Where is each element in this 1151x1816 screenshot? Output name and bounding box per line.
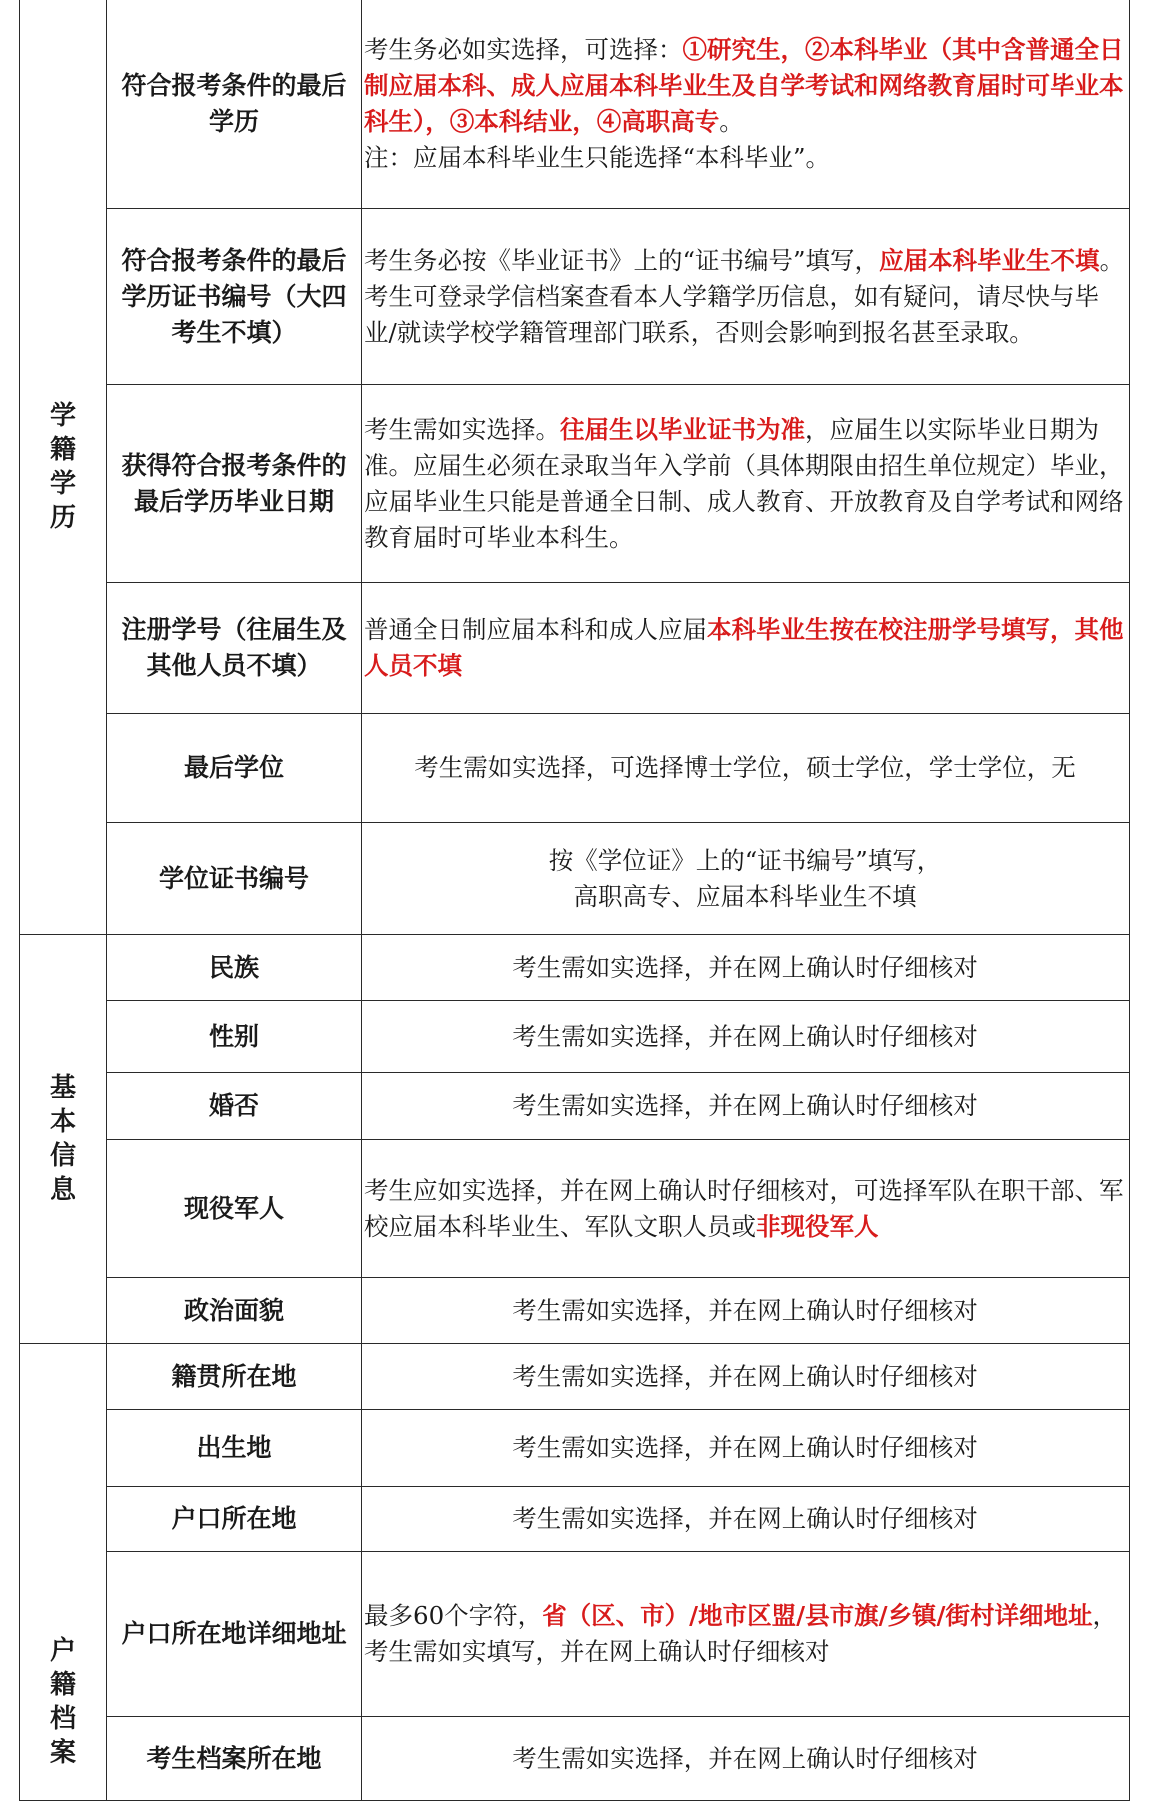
field-label: 籍贯所在地: [171, 1361, 297, 1391]
desc-text: 最多60个字符，: [364, 1601, 543, 1630]
desc-cell: [362, 935, 1130, 1001]
field-label: 注册学号（往届生及其他人员不填）: [121, 615, 347, 680]
desc-cell: [362, 1001, 1130, 1073]
desc-text: 考生应如实选择，并在网上确认时仔细核对，可选择军队在职干部、军校应届本科毕业生、军队文职人员或: [364, 1175, 1124, 1241]
desc-text: 考生需如实选择，并在网上确认时仔细核对: [512, 1021, 978, 1051]
desc-text: 考生需如实选择，并在网上确认时仔细核对: [512, 1433, 978, 1462]
highlight-text: 应届本科毕业生不填: [879, 245, 1100, 275]
desc-cell: [362, 1717, 1130, 1801]
table-row: [20, 385, 1130, 583]
table-row: [20, 583, 1130, 714]
desc-cell: [362, 1344, 1130, 1410]
field-cell: [107, 1140, 362, 1278]
field-cell: [107, 1278, 362, 1344]
table-row: [20, 0, 1130, 209]
desc-cell: [362, 1278, 1130, 1344]
desc-text: 注：应届本科毕业生只能选择“本科毕业”。: [364, 142, 831, 172]
field-label: 符合报考条件的最后学历: [121, 70, 347, 136]
desc-text: 考生务必按《毕业证书》上的“证书编号”填写，: [364, 245, 880, 275]
desc-cell: [362, 1552, 1130, 1717]
table-row: [20, 1487, 1130, 1552]
field-label: 民族: [208, 952, 259, 982]
highlight-text: ①研究生，②本科毕业（其中含普通全日制应届本科、成人应届本科毕业生及自学考试和网络教育届时可毕业本科生），③本科结业，④高职高专: [364, 34, 1124, 136]
desc-text: 考生务必如实选择，可选择：: [364, 34, 683, 64]
field-label: 户口所在地: [171, 1504, 297, 1533]
desc-text: 考生需如实选择。: [364, 414, 560, 444]
field-cell: [107, 1073, 362, 1140]
category-label: 基本信息: [49, 1073, 76, 1205]
desc-cell: [362, 1410, 1130, 1487]
desc-cell: [362, 0, 1130, 209]
category-cell: [20, 935, 107, 1344]
highlight-text: 本科毕业生按在校注册学号填写，其他人员不填: [364, 615, 1124, 680]
desc-text: 。: [719, 106, 744, 136]
field-label: 出生地: [196, 1433, 272, 1462]
desc-cell: [362, 1073, 1130, 1140]
desc-text: ，考生需如实填写，并在网上确认时仔细核对: [364, 1601, 1117, 1666]
desc-text: 按《学位证》上的“证书编号”填写，: [548, 845, 942, 875]
field-cell: [107, 385, 362, 583]
desc-text: 高职高专、应届本科毕业生不填: [573, 881, 917, 911]
highlight-text: 往届生以毕业证书为准: [560, 414, 805, 444]
table-row: [20, 1344, 1130, 1410]
field-cell: [107, 823, 362, 935]
field-label: 性别: [208, 1021, 259, 1051]
field-label: 获得符合报考条件的最后学历毕业日期: [121, 450, 347, 516]
field-cell: [107, 0, 362, 209]
field-cell: [107, 1410, 362, 1487]
highlight-text: 非现役军人: [756, 1211, 879, 1241]
desc-cell: [362, 1140, 1130, 1278]
table-row: [20, 935, 1130, 1001]
field-cell: [107, 1001, 362, 1073]
field-label: 婚否: [208, 1091, 259, 1120]
desc-text: 考生需如实选择，可选择博士学位，硕士学位，学士学位，无: [414, 753, 1076, 782]
table-row: [20, 1410, 1130, 1487]
field-label: 政治面貌: [183, 1295, 284, 1325]
field-label: 户口所在地详细地址: [121, 1619, 347, 1648]
field-label: 符合报考条件的最后学历证书编号（大四考生不填）: [121, 245, 347, 347]
desc-text: 普通全日制应届本科和成人应届: [364, 615, 707, 644]
category-label: 户籍档案: [49, 1636, 76, 1768]
field-cell: [107, 1344, 362, 1410]
table-row: [20, 1140, 1130, 1278]
desc-cell: [362, 823, 1130, 935]
highlight-text: 省（区、市）/地市区盟/县市旗/乡镇/街村详细地址: [542, 1601, 1093, 1630]
table-row: [20, 1278, 1130, 1344]
desc-text: 考生需如实选择，并在网上确认时仔细核对: [512, 952, 978, 982]
field-cell: [107, 1552, 362, 1717]
table-row: [20, 823, 1130, 935]
desc-text: 考生需如实选择，并在网上确认时仔细核对: [512, 1091, 978, 1120]
field-cell: [107, 583, 362, 714]
field-cell: [107, 714, 362, 823]
desc-text: 考生需如实选择，并在网上确认时仔细核对: [512, 1295, 978, 1325]
desc-text: ，应届生以实际毕业日期为准。应届生必须在录取当年入学前（具体期限由招生单位规定）毕业，应届毕业生只能是普通全日制、成人教育、开放教育及自学考试和网络教育届时可毕业本科生。: [364, 414, 1124, 552]
field-cell: [107, 1717, 362, 1801]
field-label: 现役军人: [183, 1193, 284, 1223]
category-cell: [20, 1344, 107, 1801]
table-row: [20, 1552, 1130, 1717]
field-label: 最后学位: [183, 753, 284, 782]
desc-cell: [362, 714, 1130, 823]
desc-text: 考生需如实选择，并在网上确认时仔细核对: [512, 1361, 978, 1391]
desc-cell: [362, 209, 1130, 385]
table-row: [20, 1717, 1130, 1801]
desc-cell: [362, 385, 1130, 583]
table-row: [20, 1073, 1130, 1140]
field-label: 学位证书编号: [158, 863, 309, 893]
table-row: [20, 209, 1130, 385]
category-label: 学籍学历: [49, 400, 76, 533]
category-cell: [20, 0, 107, 935]
field-label: 考生档案所在地: [146, 1743, 322, 1773]
desc-text: 考生需如实选择，并在网上确认时仔细核对: [512, 1504, 978, 1533]
field-cell: [107, 1487, 362, 1552]
desc-cell: [362, 1487, 1130, 1552]
desc-cell: [362, 583, 1130, 714]
table-row: [20, 1001, 1130, 1073]
field-cell: [107, 209, 362, 385]
desc-text: 考生需如实选择，并在网上确认时仔细核对: [512, 1743, 978, 1773]
info-table: [19, 0, 1130, 1801]
table-row: [20, 714, 1130, 823]
field-cell: [107, 935, 362, 1001]
desc-text: 。考生可登录学信档案查看本人学籍学历信息，如有疑问，请尽快与毕业/就读学校学籍管理部门联系，否则会影响到报名甚至录取。: [364, 245, 1125, 347]
